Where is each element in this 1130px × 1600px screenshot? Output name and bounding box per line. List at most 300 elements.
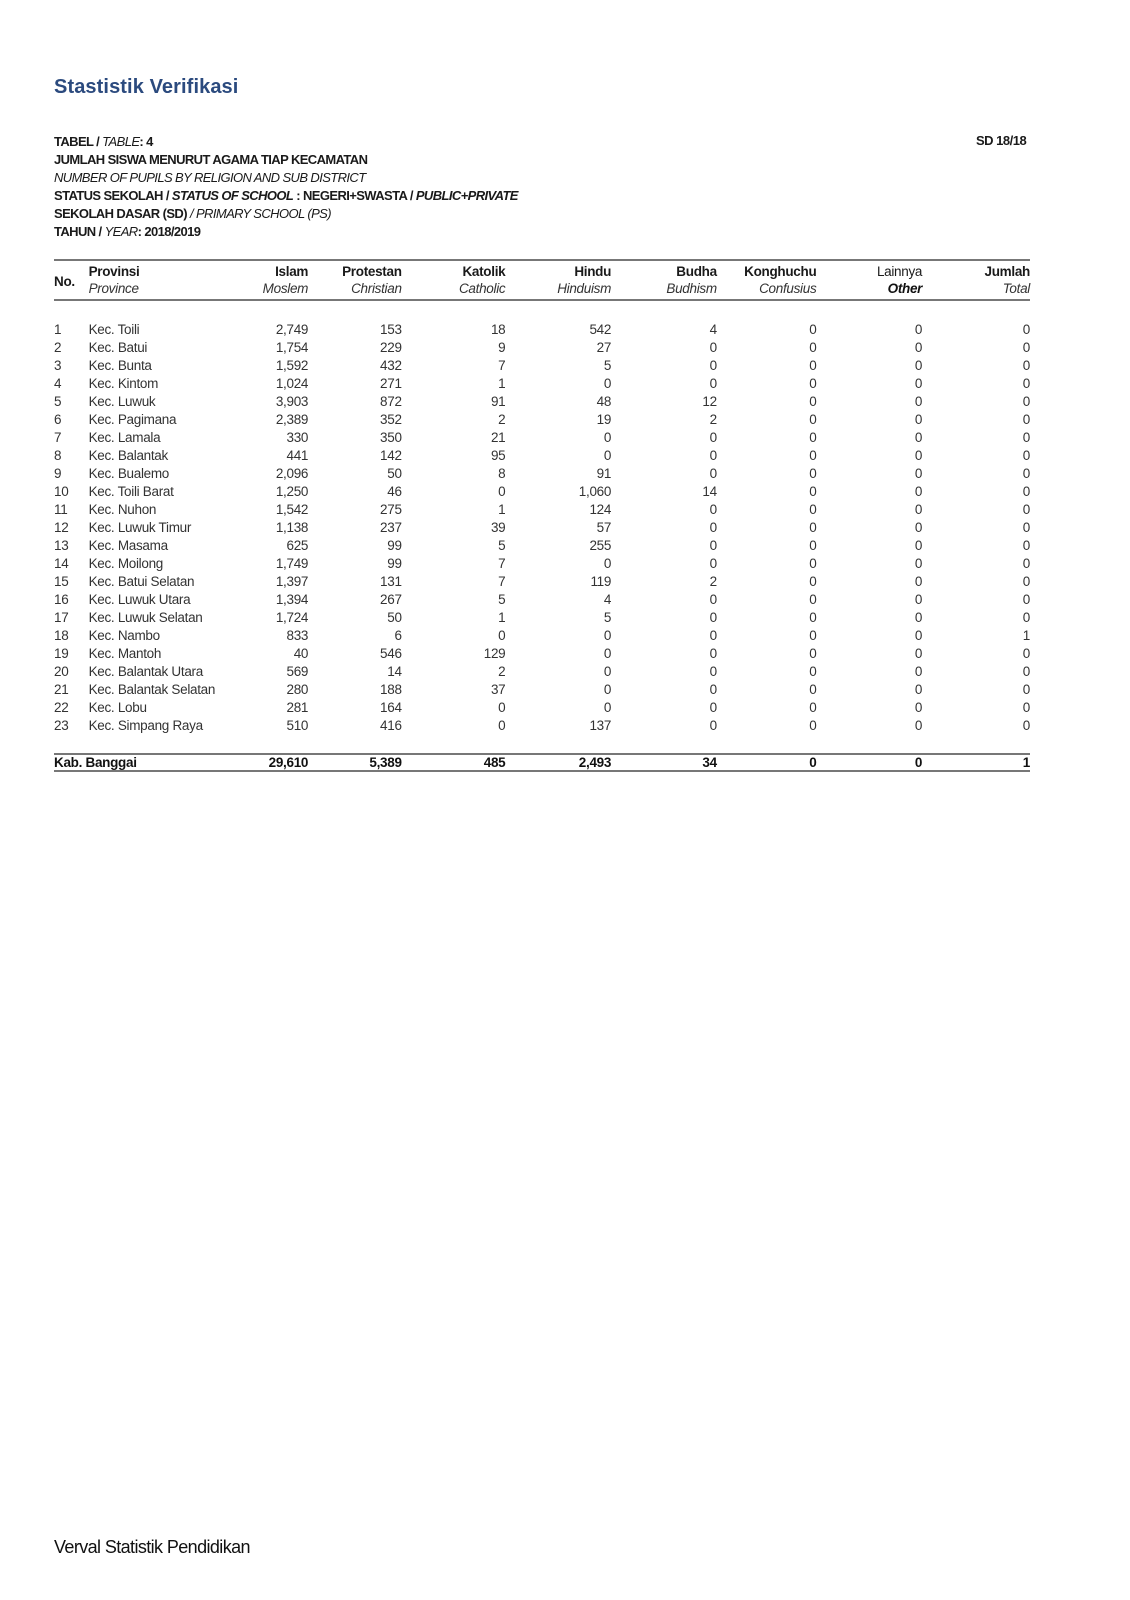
row-district: Kec. Masama <box>88 538 168 553</box>
row-islam: 1,749 <box>275 556 309 571</box>
row-islam: 1,024 <box>275 376 309 391</box>
row-jumlah: 0 <box>1022 520 1030 535</box>
row-jumlah: 0 <box>1022 412 1030 427</box>
row-protestan: 142 <box>380 448 402 463</box>
row-protestan: 153 <box>380 322 402 337</box>
row-district: Kec. Kintom <box>88 376 159 391</box>
subject-en: NUMBER OF PUPILS BY RELIGION AND SUB DISTRICT <box>54 170 366 185</box>
table-row <box>54 573 1030 591</box>
table-row <box>54 717 1030 735</box>
row-islam: 3,903 <box>275 394 309 409</box>
row-protestan: 271 <box>380 376 402 391</box>
row-katolik: 0 <box>498 628 506 643</box>
row-katolik: 1 <box>498 502 506 517</box>
total-protestan: 5,389 <box>308 754 402 771</box>
header-lainnya-en: Other <box>816 280 922 300</box>
total-katolik: 485 <box>402 754 506 771</box>
row-district: Kec. Nambo <box>88 628 160 643</box>
row-konghuchu: 0 <box>809 718 817 733</box>
header-budha-id: Budha <box>611 260 717 280</box>
row-number: 7 <box>54 430 62 445</box>
total-lainnya: 0 <box>816 754 922 771</box>
table-row <box>54 465 1030 483</box>
row-protestan: 99 <box>387 556 402 571</box>
row-jumlah: 0 <box>1022 574 1030 589</box>
row-district: Kec. Luwuk Utara <box>88 592 191 607</box>
row-lainnya: 0 <box>914 376 923 391</box>
row-district: Kec. Luwuk <box>88 394 156 409</box>
row-protestan: 350 <box>380 430 402 445</box>
row-jumlah: 0 <box>1022 394 1030 409</box>
row-protestan: 237 <box>380 520 402 535</box>
row-katolik: 91 <box>490 394 506 409</box>
row-lainnya: 0 <box>914 466 923 481</box>
row-islam: 441 <box>286 448 309 463</box>
status-label-en: STATUS OF SCHOOL <box>171 188 294 203</box>
row-hindu: 57 <box>596 520 612 535</box>
row-islam: 2,389 <box>275 412 309 427</box>
row-konghuchu: 0 <box>809 610 817 625</box>
row-protestan: 164 <box>380 700 402 715</box>
row-district: Kec. Balantak Selatan <box>88 682 216 697</box>
row-katolik: 8 <box>498 466 506 481</box>
row-budha: 14 <box>702 484 717 499</box>
row-hindu: 0 <box>603 448 612 463</box>
table-row <box>54 537 1030 555</box>
total-row <box>54 754 1030 771</box>
row-number: 18 <box>54 628 69 643</box>
subject-id: JUMLAH SISWA MENURUT AGAMA TIAP KECAMATAN <box>54 152 368 167</box>
row-katolik: 129 <box>483 646 506 661</box>
row-islam: 2,096 <box>275 466 309 481</box>
row-hindu: 0 <box>603 700 612 715</box>
row-jumlah: 0 <box>1022 466 1030 481</box>
row-konghuchu: 0 <box>809 322 817 337</box>
status-label-id: STATUS SEKOLAH / <box>54 188 169 203</box>
row-islam: 1,592 <box>275 358 309 373</box>
row-konghuchu: 0 <box>809 502 817 517</box>
header-hindu-id: Hindu <box>505 260 611 280</box>
row-islam: 1,138 <box>275 520 309 535</box>
school-level-line <box>54 205 518 223</box>
row-lainnya: 0 <box>914 484 923 499</box>
table-row <box>54 447 1030 465</box>
table-row <box>54 321 1030 339</box>
row-lainnya: 0 <box>914 556 923 571</box>
row-protestan: 50 <box>387 610 402 625</box>
row-protestan: 546 <box>380 646 402 661</box>
row-district: Kec. Batui Selatan <box>88 574 195 589</box>
row-hindu: 124 <box>589 502 612 517</box>
row-district: Kec. Moilong <box>88 556 164 571</box>
row-lainnya: 0 <box>914 538 923 553</box>
year-value: : 2018/2019 <box>137 224 201 239</box>
row-konghuchu: 0 <box>809 664 817 679</box>
row-number: 19 <box>54 646 69 661</box>
year-line <box>54 223 518 241</box>
table-number: : 4 <box>139 134 153 149</box>
row-protestan: 352 <box>380 412 402 427</box>
row-budha: 2 <box>709 412 717 427</box>
row-protestan: 14 <box>387 664 402 679</box>
row-jumlah: 0 <box>1022 376 1030 391</box>
page-title: Stastistik Verifikasi <box>54 76 239 98</box>
row-konghuchu: 0 <box>809 700 817 715</box>
row-jumlah: 0 <box>1022 448 1030 463</box>
row-number: 11 <box>54 502 68 517</box>
header-islam-en: Moslem <box>251 280 308 300</box>
row-katolik: 0 <box>498 700 506 715</box>
row-hindu: 5 <box>603 610 612 625</box>
row-islam: 1,754 <box>275 340 309 355</box>
row-number: 12 <box>54 520 69 535</box>
row-lainnya: 0 <box>914 394 923 409</box>
table-row <box>54 429 1030 447</box>
row-katolik: 5 <box>498 592 506 607</box>
row-hindu: 0 <box>603 376 612 391</box>
row-protestan: 267 <box>380 592 402 607</box>
row-budha: 0 <box>709 466 717 481</box>
row-islam: 1,394 <box>275 592 309 607</box>
row-lainnya: 0 <box>914 358 923 373</box>
row-district: Kec. Bunta <box>88 358 152 373</box>
row-katolik: 9 <box>498 340 506 355</box>
row-islam: 40 <box>293 646 309 661</box>
row-budha: 0 <box>709 700 717 715</box>
row-protestan: 99 <box>387 538 402 553</box>
row-number: 10 <box>54 484 69 499</box>
row-jumlah: 0 <box>1022 664 1030 679</box>
table-row <box>54 483 1030 501</box>
table-footer <box>54 754 1030 771</box>
row-islam: 833 <box>286 628 309 643</box>
row-katolik: 95 <box>490 448 506 463</box>
row-hindu: 255 <box>589 538 612 553</box>
row-katolik: 7 <box>498 556 506 571</box>
header-katolik-en: Catholic <box>402 280 506 300</box>
row-katolik: 1 <box>498 376 506 391</box>
row-lainnya: 0 <box>914 502 923 517</box>
row-islam: 1,250 <box>275 484 309 499</box>
header-lainnya-id: Lainnya <box>816 260 922 280</box>
row-islam: 1,542 <box>275 502 309 517</box>
row-number: 1 <box>54 322 62 337</box>
row-konghuchu: 0 <box>809 682 817 697</box>
row-katolik: 2 <box>498 412 506 427</box>
row-islam: 510 <box>286 718 309 733</box>
status-value-id: : NEGERI+SWASTA / <box>296 188 413 203</box>
row-katolik: 21 <box>490 430 506 445</box>
row-protestan: 6 <box>394 628 402 643</box>
row-lainnya: 0 <box>914 718 923 733</box>
row-islam: 569 <box>286 664 309 679</box>
row-budha: 0 <box>709 538 717 553</box>
row-district: Kec. Bualemo <box>88 466 170 481</box>
row-lainnya: 0 <box>914 592 923 607</box>
row-katolik: 2 <box>498 664 506 679</box>
status-value-en: PUBLIC+PRIVATE <box>415 188 518 203</box>
header-budha-en: Budhism <box>611 280 717 300</box>
row-number: 21 <box>54 682 69 697</box>
table-label-en: TABLE <box>102 134 140 149</box>
total-islam: 29,610 <box>251 754 308 771</box>
header-province-en: Province <box>89 280 252 300</box>
row-hindu: 5 <box>603 358 612 373</box>
row-lainnya: 0 <box>914 610 923 625</box>
table-row <box>54 591 1030 609</box>
row-number: 16 <box>54 592 69 607</box>
row-konghuchu: 0 <box>809 448 817 463</box>
row-konghuchu: 0 <box>809 520 817 535</box>
row-katolik: 0 <box>498 718 506 733</box>
row-district: Kec. Luwuk Timur <box>88 520 192 535</box>
row-protestan: 275 <box>380 502 402 517</box>
row-jumlah: 1 <box>1022 628 1030 643</box>
row-budha: 0 <box>709 448 717 463</box>
row-budha: 0 <box>709 358 717 373</box>
row-lainnya: 0 <box>914 448 923 463</box>
row-hindu: 0 <box>603 682 612 697</box>
row-district: Kec. Nuhon <box>88 502 157 517</box>
row-hindu: 137 <box>589 718 612 733</box>
level-en: / PRIMARY SCHOOL (PS) <box>189 206 331 221</box>
row-hindu: 1,060 <box>578 484 612 499</box>
row-konghuchu: 0 <box>809 484 817 499</box>
row-hindu: 119 <box>590 574 612 589</box>
row-number: 3 <box>54 358 62 373</box>
row-number: 14 <box>54 556 69 571</box>
table-row <box>54 375 1030 393</box>
row-hindu: 0 <box>603 556 612 571</box>
row-protestan: 229 <box>380 340 402 355</box>
level-id: SEKOLAH DASAR (SD) <box>54 206 187 221</box>
table-row <box>54 555 1030 573</box>
row-katolik: 39 <box>490 520 506 535</box>
row-jumlah: 0 <box>1022 484 1030 499</box>
row-jumlah: 0 <box>1022 682 1030 697</box>
total-konghuchu: 0 <box>717 754 817 771</box>
row-hindu: 542 <box>589 322 612 337</box>
table-row <box>54 645 1030 663</box>
row-budha: 0 <box>709 520 717 535</box>
row-katolik: 1 <box>498 610 506 625</box>
row-district: Kec. Pagimana <box>88 412 177 427</box>
row-hindu: 0 <box>603 646 612 661</box>
row-jumlah: 0 <box>1022 700 1030 715</box>
row-protestan: 416 <box>380 718 402 733</box>
row-konghuchu: 0 <box>809 358 817 373</box>
row-jumlah: 0 <box>1022 430 1030 445</box>
header-katolik-id: Katolik <box>402 260 506 280</box>
header-konghuchu-id: Konghuchu <box>717 260 817 280</box>
row-islam: 1,397 <box>275 574 309 589</box>
table-row <box>54 681 1030 699</box>
total-budha: 34 <box>611 754 717 771</box>
row-lainnya: 0 <box>914 646 923 661</box>
header-konghuchu-en: Confusius <box>717 280 817 300</box>
table-row <box>54 519 1030 537</box>
year-label-id: TAHUN / <box>54 224 102 239</box>
row-number: 9 <box>54 466 62 481</box>
row-protestan: 432 <box>380 358 402 373</box>
row-budha: 0 <box>709 502 717 517</box>
header-protestan-id: Protestan <box>308 260 402 280</box>
table-row <box>54 609 1030 627</box>
row-budha: 0 <box>709 610 717 625</box>
row-konghuchu: 0 <box>809 628 817 643</box>
row-number: 8 <box>54 448 62 463</box>
row-katolik: 18 <box>490 322 506 337</box>
year-label-en: YEAR <box>104 224 138 239</box>
header-hindu-en: Hinduism <box>505 280 611 300</box>
row-katolik: 5 <box>498 538 506 553</box>
row-district: Kec. Toili Barat <box>88 484 174 499</box>
page-footer: Verval Statistik Pendidikan <box>54 1537 250 1557</box>
row-hindu: 0 <box>603 664 612 679</box>
row-konghuchu: 0 <box>809 412 817 427</box>
row-district: Kec. Lobu <box>88 700 147 715</box>
header-islam-id: Islam <box>251 260 308 280</box>
row-lainnya: 0 <box>914 664 923 679</box>
row-district: Kec. Lamala <box>88 430 161 445</box>
row-protestan: 50 <box>387 466 402 481</box>
row-konghuchu: 0 <box>809 394 817 409</box>
row-jumlah: 0 <box>1022 592 1030 607</box>
row-number: 15 <box>54 574 69 589</box>
row-jumlah: 0 <box>1022 322 1030 337</box>
row-hindu: 48 <box>596 394 612 409</box>
table-body <box>54 300 1030 754</box>
row-number: 17 <box>54 610 69 625</box>
row-katolik: 0 <box>498 484 506 499</box>
table-row <box>54 411 1030 429</box>
header-no: No. <box>54 260 89 300</box>
row-jumlah: 0 <box>1022 502 1030 517</box>
row-lainnya: 0 <box>914 700 923 715</box>
row-protestan: 46 <box>387 484 402 499</box>
row-budha: 0 <box>709 682 717 697</box>
row-budha: 0 <box>709 664 717 679</box>
table-metadata <box>54 133 518 241</box>
row-jumlah: 0 <box>1022 538 1030 553</box>
table-number-line <box>54 133 518 151</box>
table-row <box>54 663 1030 681</box>
row-islam: 1,724 <box>275 610 309 625</box>
table-row <box>54 357 1030 375</box>
row-katolik: 37 <box>490 682 506 697</box>
row-lainnya: 0 <box>914 412 923 427</box>
row-district: Kec. Balantak <box>88 448 168 463</box>
row-islam: 2,749 <box>275 322 309 337</box>
row-lainnya: 0 <box>914 340 923 355</box>
row-district: Kec. Luwuk Selatan <box>88 610 203 625</box>
row-islam: 280 <box>286 682 309 697</box>
table-header <box>54 260 1030 300</box>
row-number: 22 <box>54 700 69 715</box>
row-number: 20 <box>54 664 69 679</box>
row-lainnya: 0 <box>914 628 923 643</box>
row-budha: 0 <box>709 430 717 445</box>
row-jumlah: 0 <box>1022 646 1030 661</box>
row-district: Kec. Batui <box>88 340 148 355</box>
row-budha: 0 <box>709 646 717 661</box>
row-number: 23 <box>54 718 69 733</box>
row-lainnya: 0 <box>914 574 923 589</box>
row-budha: 2 <box>709 574 717 589</box>
row-district: Kec. Mantoh <box>88 646 162 661</box>
row-katolik: 7 <box>498 574 506 589</box>
row-hindu: 91 <box>596 466 612 481</box>
row-budha: 0 <box>709 718 717 733</box>
row-lainnya: 0 <box>914 682 923 697</box>
row-protestan: 131 <box>380 574 402 589</box>
header-jumlah-id: Jumlah <box>922 260 1030 280</box>
row-lainnya: 0 <box>914 520 923 535</box>
row-number: 2 <box>54 340 62 355</box>
row-konghuchu: 0 <box>809 340 817 355</box>
row-konghuchu: 0 <box>809 556 817 571</box>
row-district: Kec. Simpang Raya <box>88 718 203 733</box>
table-row <box>54 393 1030 411</box>
row-konghuchu: 0 <box>809 574 817 589</box>
table-label-id: TABEL / <box>54 134 100 149</box>
row-protestan: 872 <box>380 394 402 409</box>
row-jumlah: 0 <box>1022 340 1030 355</box>
row-hindu: 0 <box>603 430 612 445</box>
row-konghuchu: 0 <box>809 466 817 481</box>
row-hindu: 19 <box>596 412 612 427</box>
row-budha: 4 <box>709 322 717 337</box>
row-islam: 625 <box>286 538 309 553</box>
total-jumlah: 1 <box>922 754 1030 771</box>
total-label: Kab. Banggai <box>54 754 251 771</box>
row-number: 13 <box>54 538 69 553</box>
table-row <box>54 501 1030 519</box>
total-hindu: 2,493 <box>505 754 611 771</box>
row-lainnya: 0 <box>914 430 923 445</box>
row-protestan: 188 <box>380 682 402 697</box>
row-budha: 0 <box>709 376 717 391</box>
row-jumlah: 0 <box>1022 358 1030 373</box>
row-jumlah: 0 <box>1022 610 1030 625</box>
row-budha: 0 <box>709 556 717 571</box>
row-number: 4 <box>54 376 62 391</box>
table-row <box>54 699 1030 717</box>
row-jumlah: 0 <box>1022 718 1030 733</box>
header-province-id: Provinsi <box>89 260 252 280</box>
row-konghuchu: 0 <box>809 376 817 391</box>
row-budha: 0 <box>709 592 717 607</box>
table-row <box>54 627 1030 645</box>
row-number: 5 <box>54 394 62 409</box>
religion-table <box>54 259 1030 772</box>
row-islam: 281 <box>286 700 309 715</box>
row-budha: 0 <box>709 628 717 643</box>
row-district: Kec. Toili <box>88 322 140 337</box>
row-islam: 330 <box>286 430 309 445</box>
row-lainnya: 0 <box>914 322 923 337</box>
school-status-line <box>54 187 518 205</box>
row-budha: 0 <box>709 340 717 355</box>
page-code: SD 18/18 <box>976 133 1027 148</box>
row-konghuchu: 0 <box>809 592 817 607</box>
row-budha: 12 <box>702 394 717 409</box>
row-konghuchu: 0 <box>809 646 817 661</box>
header-protestan-en: Christian <box>308 280 402 300</box>
header-jumlah-en: Total <box>922 280 1030 300</box>
row-hindu: 0 <box>603 628 612 643</box>
row-district: Kec. Balantak Utara <box>88 664 203 679</box>
